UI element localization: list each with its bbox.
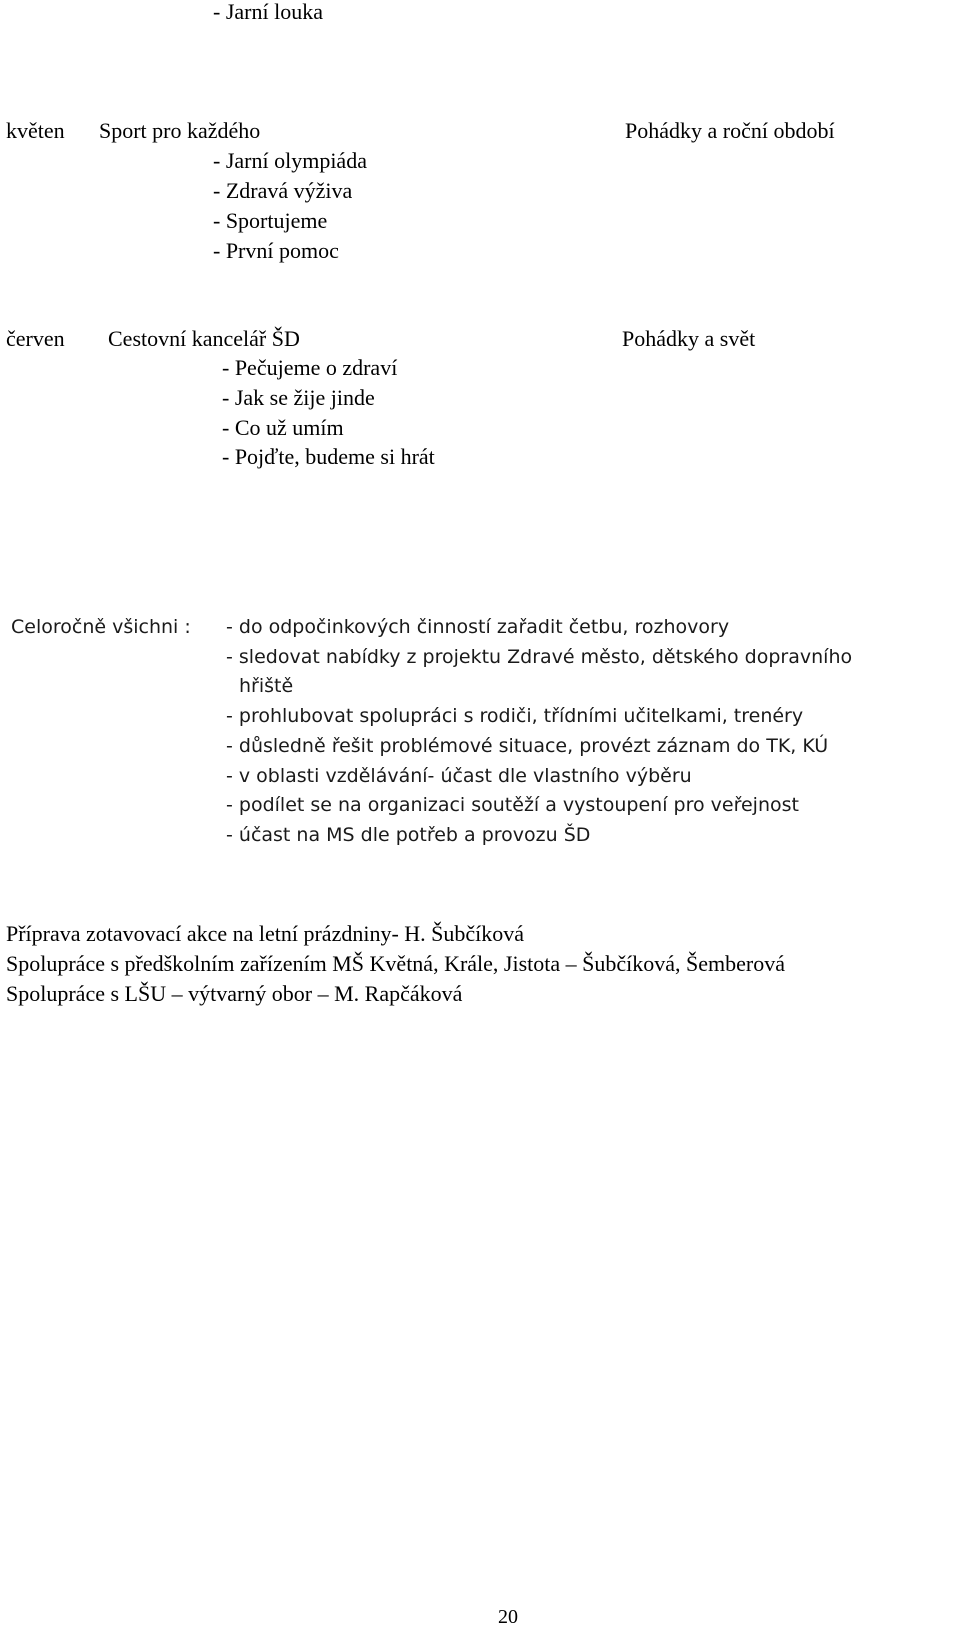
list-item: - Jak se žije jinde — [222, 385, 375, 410]
yearly-line: - v oblasti vzdělávání- účast dle vlastního výběru — [226, 765, 692, 787]
side-theme-june: Pohádky a svět — [622, 326, 756, 351]
page-number: 20 — [498, 1606, 518, 1628]
list-item: - Co už umím — [222, 415, 344, 440]
note-line: Spolupráce s LŠU – výtvarný obor – M. Rapčáková — [6, 981, 463, 1006]
yearly-line: - sledovat nabídky z projektu Zdravé město, dětského dopravního — [226, 646, 853, 668]
yearly-label: Celoročně všichni : — [11, 616, 191, 638]
month-may: květen — [6, 118, 65, 143]
list-item: - Sportujeme — [213, 208, 328, 233]
list-item: - První pomoc — [213, 238, 339, 263]
note-line: Spolupráce s předškolním zařízením MŠ Květná, Krále, Jistota – Šubčíková, Šemberová — [6, 951, 785, 976]
yearly-line: - prohlubovat spolupráci s rodiči, třídními učitelkami, trenéry — [226, 705, 804, 727]
yearly-line: hřiště — [239, 675, 294, 697]
theme-june: Cestovní kancelář ŠD — [108, 326, 300, 351]
yearly-line: - účast na MS dle potřeb a provozu ŠD — [226, 824, 591, 846]
list-item-jarni-louka: - Jarní louka — [213, 0, 323, 24]
list-item: - Jarní olympiáda — [213, 148, 367, 173]
list-item: - Zdravá výživa — [213, 178, 353, 203]
theme-may: Sport pro každého — [99, 118, 261, 143]
note-line: Příprava zotavovací akce na letní prázdniny- H. Šubčíková — [6, 921, 525, 946]
yearly-line: - důsledně řešit problémové situace, provézt záznam do TK, KÚ — [226, 735, 829, 757]
month-june: červen — [6, 326, 65, 351]
side-theme-may: Pohádky a roční období — [625, 118, 835, 143]
yearly-line: - podílet se na organizaci soutěží a vystoupení pro veřejnost — [226, 794, 799, 816]
list-item: - Pečujeme o zdraví — [222, 355, 398, 380]
yearly-line: - do odpočinkových činností zařadit četbu, rozhovory — [226, 616, 730, 638]
list-item: - Pojďte, budeme si hrát — [222, 444, 435, 469]
